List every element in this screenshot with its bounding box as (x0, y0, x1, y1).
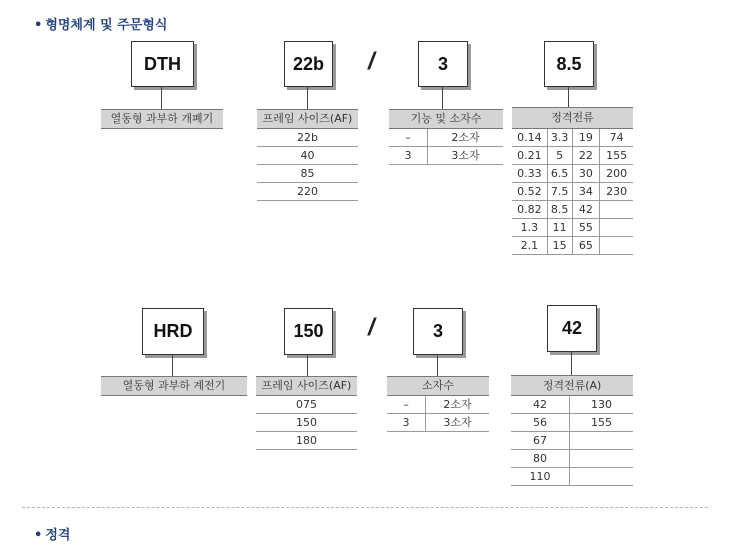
table-cell: 5 (547, 147, 572, 164)
table-cell: 74 (599, 129, 633, 146)
table-cell: 220 (297, 185, 318, 198)
table-row (256, 396, 357, 414)
bullet-icon: • (34, 528, 43, 543)
table-cell: 80 (533, 452, 547, 465)
table-cell: 3 (404, 149, 412, 162)
table-row (387, 414, 489, 432)
order-format-heading-text: 형명체계 및 주문형식 (45, 18, 168, 33)
hrd-slash: / (368, 314, 375, 341)
table-cell: 150 (296, 416, 317, 429)
table-cell: 85 (300, 167, 315, 180)
table-cell: 40 (300, 149, 315, 162)
table-cell (599, 237, 633, 254)
table-row (511, 450, 633, 468)
dth-code-box: DTH (131, 41, 194, 87)
dth-frame-header: 프레임 사이즈(AF) (257, 109, 358, 129)
table-cell: 2소자 (425, 396, 489, 413)
table-cell: 3 (402, 416, 410, 429)
table-cell: – (405, 131, 411, 144)
table-cell: 1.3 (520, 221, 539, 234)
table-row (512, 219, 633, 237)
table-cell: 0.14 (517, 131, 542, 144)
dth-current-connector (568, 86, 569, 107)
table-cell: 11 (547, 219, 572, 236)
hrd-code-box: HRD (142, 308, 204, 355)
hrd-type-label: 열동형 과부하 계전기 (101, 376, 247, 396)
table-cell: 7.5 (547, 183, 572, 200)
table-cell: 3소자 (425, 414, 489, 431)
table-cell: 30 (572, 165, 600, 182)
dth-slash: / (368, 48, 375, 75)
table-cell: 56 (533, 416, 547, 429)
table-cell: 3.3 (547, 129, 572, 146)
table-cell: 22b (297, 131, 318, 144)
table-cell: 42 (533, 398, 547, 411)
table-cell: 15 (547, 237, 572, 254)
table-cell (569, 450, 633, 467)
table-row (511, 468, 633, 486)
hrd-current-header: 정격전류(A) (511, 375, 633, 396)
table-cell: 34 (572, 183, 600, 200)
hrd-current-table (511, 375, 633, 486)
table-row (511, 432, 633, 450)
table-cell: 42 (572, 201, 600, 218)
table-cell (599, 219, 633, 236)
table-row (512, 129, 633, 147)
order-format-heading (34, 14, 167, 33)
hrd-elements-table (387, 376, 489, 432)
rating-heading (34, 524, 70, 543)
table-cell: 230 (599, 183, 633, 200)
table-row (389, 147, 503, 165)
hrd-current-code-box: 42 (547, 305, 597, 352)
table-cell (569, 468, 633, 485)
table-cell (569, 432, 633, 449)
dth-current-code-box: 8.5 (544, 41, 594, 87)
hrd-connector (172, 354, 173, 376)
dth-function-connector (442, 86, 443, 109)
table-cell: 22 (572, 147, 600, 164)
table-cell: 6.5 (547, 165, 572, 182)
table-cell: 65 (572, 237, 600, 254)
dth-function-code-box: 3 (418, 41, 468, 87)
hrd-elements-header: 소자수 (387, 376, 489, 396)
dth-current-header: 정격전류 (512, 107, 633, 129)
hrd-frame-code-box: 150 (284, 308, 333, 355)
table-cell: 0.82 (517, 203, 542, 216)
hrd-current-connector (571, 351, 572, 375)
hrd-type-table (101, 376, 247, 396)
table-cell: 3소자 (427, 147, 503, 164)
table-cell: 200 (599, 165, 633, 182)
table-cell: 155 (569, 414, 633, 431)
table-row (257, 183, 358, 201)
hrd-frame-table (256, 376, 357, 450)
table-row (511, 396, 633, 414)
table-cell: – (403, 398, 409, 411)
table-cell: 180 (296, 434, 317, 447)
hrd-elements-code-box: 3 (413, 308, 463, 355)
section-divider (22, 507, 708, 508)
table-row (257, 165, 358, 183)
dth-type-table (101, 109, 223, 129)
dth-current-table (512, 107, 633, 255)
table-row (257, 147, 358, 165)
dth-frame-connector (307, 86, 308, 109)
table-row (512, 165, 633, 183)
dth-frame-table (257, 109, 358, 201)
dth-function-header: 기능 및 소자수 (389, 109, 503, 129)
dth-frame-code-box: 22b (284, 41, 333, 87)
dth-function-table (389, 109, 503, 165)
table-cell: 19 (572, 129, 600, 146)
table-cell: 110 (529, 470, 551, 483)
table-row (387, 396, 489, 414)
table-row (256, 432, 357, 450)
hrd-frame-header: 프레임 사이즈(AF) (256, 376, 357, 396)
table-row (256, 414, 357, 432)
table-cell: 2소자 (427, 129, 503, 146)
table-cell: 0.52 (517, 185, 542, 198)
bullet-icon: • (34, 18, 43, 33)
table-row (512, 183, 633, 201)
table-cell: 2.1 (520, 239, 539, 252)
table-cell: 155 (599, 147, 633, 164)
table-cell: 075 (296, 398, 317, 411)
table-cell: 55 (572, 219, 600, 236)
rating-heading-text: 정격 (45, 528, 71, 543)
table-cell (599, 201, 633, 218)
table-cell: 67 (533, 434, 547, 447)
table-cell: 8.5 (547, 201, 572, 218)
dth-type-label: 열동형 과부하 개폐기 (101, 109, 223, 129)
table-cell: 0.33 (517, 167, 542, 180)
table-row (389, 129, 503, 147)
table-row (512, 237, 633, 255)
table-cell: 130 (569, 396, 633, 413)
table-row (511, 414, 633, 432)
dth-connector (161, 86, 162, 109)
hrd-elements-connector (437, 354, 438, 376)
table-row (257, 129, 358, 147)
table-row (512, 147, 633, 165)
hrd-frame-connector (307, 354, 308, 376)
table-row (512, 201, 633, 219)
table-cell: 0.21 (517, 149, 542, 162)
